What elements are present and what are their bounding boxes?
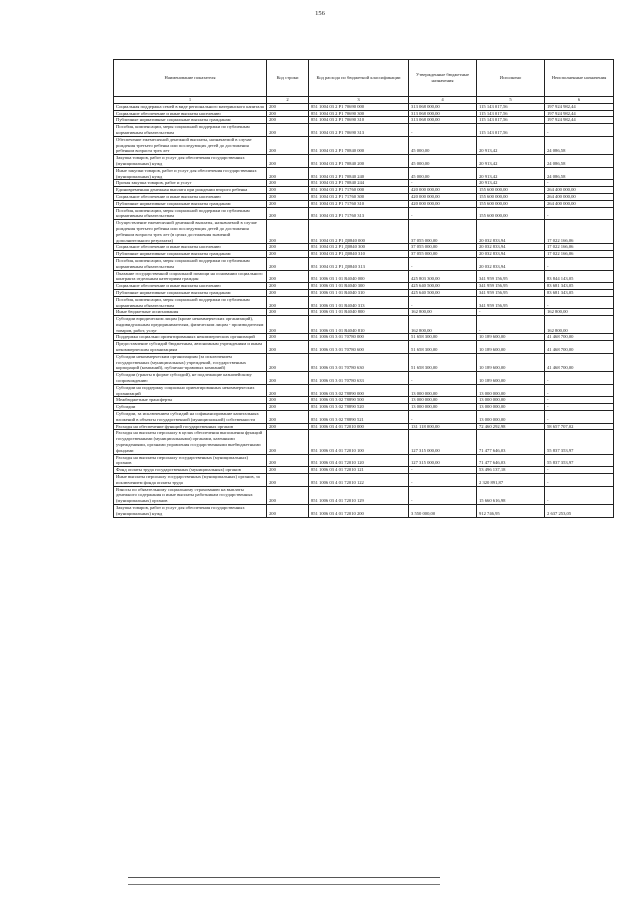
indicator-name-cell: Расходы на выплаты персоналу государственных (муниципальных) органов <box>114 454 267 467</box>
approved-amount-cell: - <box>409 296 477 309</box>
approved-amount-cell: 45 000,00 <box>409 167 477 180</box>
line-code-cell: 200 <box>267 244 309 251</box>
indicator-name-cell: Социальное обеспечение и иные выплаты населению <box>114 110 267 117</box>
line-code-cell: 200 <box>267 187 309 194</box>
column-number-row <box>114 97 614 104</box>
executed-amount-cell: 20 032 833,94 <box>477 257 545 270</box>
approved-amount-cell: 13 000 000,00 <box>409 404 477 411</box>
unexecuted-amount-cell: - <box>545 296 614 309</box>
unexecuted-amount-cell: 264 400 000,00 <box>545 200 614 207</box>
classification-code-cell: 851 1004 03 2 P1 Д0840 300 <box>309 244 409 251</box>
classification-code-cell: 851 1004 03 2 P1 Д0840 000 <box>309 220 409 244</box>
line-code-cell: 200 <box>267 411 309 424</box>
line-code-cell: 200 <box>267 505 309 518</box>
classification-code-cell: 851 1004 03 2 P1 70840 240 <box>309 167 409 180</box>
table-row <box>114 110 614 117</box>
line-code-cell: 200 <box>267 296 309 309</box>
executed-amount-cell: 155 600 000,00 <box>477 193 545 200</box>
indicator-name-cell: Субсидии юридическим лицам (кроме некоммерческих организаций), индивидуальным предпринимателям, физическим лицам - производителям товаров, работ, услуг <box>114 316 267 334</box>
indicator-name-cell: Публичные нормативные социальные выплаты гражданам <box>114 289 267 296</box>
classification-code-cell: 851 1006 03 3 02 78890 520 <box>309 404 409 411</box>
approved-amount-cell: 420 000 000,00 <box>409 187 477 194</box>
classification-code-cell: 851 1006 03 3 02 78890 000 <box>309 384 409 397</box>
table-row <box>114 423 614 430</box>
table-row <box>114 411 614 424</box>
executed-amount-cell: 13 000 000,00 <box>477 384 545 397</box>
unexecuted-amount-cell: - <box>545 467 614 474</box>
executed-amount-cell: 71 477 646,03 <box>477 454 545 467</box>
table-row <box>114 486 614 504</box>
indicator-name-cell: Субсидии, за исключением субсидий на софинансирование капитальных вложений в объекты государственной (муниципальной) собственности <box>114 411 267 424</box>
approved-amount-cell: - <box>409 257 477 270</box>
line-code-cell: 200 <box>267 430 309 454</box>
unexecuted-amount-cell: 17 022 166,06 <box>545 244 614 251</box>
line-code-cell: 200 <box>267 220 309 244</box>
indicator-name-cell: Социальная поддержка семей в виде регионального материнского капитала <box>114 103 267 110</box>
indicator-name-cell: Пособия, компенсации, меры социальной поддержки по публичным нормативным обязательствам <box>114 207 267 220</box>
table-row <box>114 270 614 283</box>
classification-code-cell: 851 1006 03 4 01 72010 120 <box>309 454 409 467</box>
unexecuted-amount-cell: 58 657 707,02 <box>545 423 614 430</box>
executed-amount-cell: 20 032 833,94 <box>477 220 545 244</box>
classification-code-cell: 851 1004 03 2 P1 Д0840 313 <box>309 257 409 270</box>
indicator-name-cell: Иные бюджетные ассигнования <box>114 309 267 316</box>
approved-amount-cell: - <box>409 372 477 385</box>
classification-code-cell: 851 1006 03 1 01 R4040 310 <box>309 289 409 296</box>
table-row <box>114 467 614 474</box>
unexecuted-amount-cell: - <box>545 411 614 424</box>
classification-code-cell: 851 1004 03 2 P1 71760 300 <box>309 193 409 200</box>
approved-amount-cell: 162 800,00 <box>409 309 477 316</box>
unexecuted-amount-cell: 264 400 000,00 <box>545 193 614 200</box>
line-code-cell: 200 <box>267 167 309 180</box>
indicator-name-cell: Обеспечение ежемесячной денежной выплаты, назначаемой в случае рождения третьего ребенка или последующих детей до достижения ребенком возраста трех лет <box>114 136 267 154</box>
executed-amount-cell: 115 143 017,56 <box>477 124 545 137</box>
approved-amount-cell: 420 000 000,00 <box>409 200 477 207</box>
line-code-cell: 200 <box>267 397 309 404</box>
table-row <box>114 384 614 397</box>
classification-code-cell: 851 1006 03 3 01 70780 633 <box>309 372 409 385</box>
table-row <box>114 505 614 518</box>
indicator-name-cell: Закупка товаров, работ и услуг для обеспечения государственных (муниципальных) нужд <box>114 505 267 518</box>
classification-code-cell: 851 1006 03 3 01 70780 000 <box>309 334 409 341</box>
approved-amount-cell: 425 640 500,00 <box>409 283 477 290</box>
indicator-name-cell: Субсидии некоммерческим организациям (за исключением государственных (муниципальных) учреждений, государственных корпораций (компаний), публично-правовых компаний) <box>114 353 267 371</box>
unexecuted-amount-cell: 197 924 982,44 <box>545 117 614 124</box>
executed-amount-cell: 20 913,42 <box>477 167 545 180</box>
line-code-cell: 200 <box>267 334 309 341</box>
table-row <box>114 103 614 110</box>
line-code-cell: 200 <box>267 257 309 270</box>
classification-code-cell: 851 1006 03 1 01 R4040 810 <box>309 316 409 334</box>
executed-amount-cell: 341 959 156,95 <box>477 296 545 309</box>
header-indicator-name: Наименование показателя <box>114 60 267 97</box>
table-row <box>114 167 614 180</box>
approved-amount-cell: 425 803 300,00 <box>409 270 477 283</box>
column-number: 2 <box>267 97 309 104</box>
executed-amount-cell: 2 320 891,87 <box>477 474 545 487</box>
classification-code-cell: 851 1006 03 4 01 72010 122 <box>309 474 409 487</box>
table-row <box>114 251 614 258</box>
classification-code-cell: 851 1006 03 4 01 72010 100 <box>309 430 409 454</box>
executed-amount-cell: 20 913,42 <box>477 136 545 154</box>
classification-code-cell: 851 1006 03 3 02 78890 521 <box>309 411 409 424</box>
line-code-cell: 200 <box>267 136 309 154</box>
line-code-cell: 200 <box>267 486 309 504</box>
line-code-cell: 200 <box>267 180 309 187</box>
classification-code-cell: 851 1006 03 4 01 72010 000 <box>309 423 409 430</box>
table-row <box>114 404 614 411</box>
approved-amount-cell: 127 315 000,00 <box>409 454 477 467</box>
classification-code-cell: 851 1004 03 2 P1 70690 310 <box>309 117 409 124</box>
approved-amount-cell: 37 055 000,00 <box>409 220 477 244</box>
unexecuted-amount-cell: 55 837 353,97 <box>545 430 614 454</box>
approved-amount-cell: 45 000,00 <box>409 155 477 168</box>
line-code-cell: 200 <box>267 270 309 283</box>
unexecuted-amount-cell: - <box>545 486 614 504</box>
classification-code-cell: 851 1004 03 2 P1 70690 313 <box>309 124 409 137</box>
approved-amount-cell: - <box>409 124 477 137</box>
unexecuted-amount-cell: - <box>545 124 614 137</box>
indicator-name-cell: Взносы по обязательному социальному страхованию на выплаты денежного содержания и иные выплаты работникам государственных (муниципальных) органов <box>114 486 267 504</box>
indicator-name-cell: Прочая закупка товаров, работ и услуг <box>114 180 267 187</box>
approved-amount-cell: 51 658 300,00 <box>409 334 477 341</box>
unexecuted-amount-cell: - <box>545 384 614 397</box>
executed-amount-cell: 341 959 156,95 <box>477 289 545 296</box>
line-code-cell: 200 <box>267 353 309 371</box>
unexecuted-amount-cell: 24 086,58 <box>545 155 614 168</box>
column-number: 4 <box>409 97 477 104</box>
indicator-name-cell: Пособия, компенсации, меры социальной поддержки по публичным нормативным обязательствам <box>114 124 267 137</box>
line-code-cell: 200 <box>267 423 309 430</box>
table-row <box>114 207 614 220</box>
approved-amount-cell: 420 000 000,00 <box>409 193 477 200</box>
executed-amount-cell: 10 189 600,00 <box>477 334 545 341</box>
indicator-name-cell: Субсидии (гранты в форме субсидий), не подлежащие казначейскому сопровождению <box>114 372 267 385</box>
line-code-cell: 200 <box>267 251 309 258</box>
indicator-name-cell: Социальное обеспечение и иные выплаты населению <box>114 244 267 251</box>
line-code-cell: 200 <box>267 316 309 334</box>
executed-amount-cell: - <box>477 316 545 334</box>
table-row <box>114 244 614 251</box>
approved-amount-cell: - <box>409 467 477 474</box>
header-executed: Исполнено <box>477 60 545 97</box>
classification-code-cell: 851 1006 03 1 01 R4040 313 <box>309 296 409 309</box>
line-code-cell: 200 <box>267 341 309 354</box>
line-code-cell: 200 <box>267 155 309 168</box>
indicator-name-cell: Предоставление субсидий бюджетным, автономным учреждениям и иным некоммерческим организациям <box>114 341 267 354</box>
approved-amount-cell: 313 068 000,00 <box>409 117 477 124</box>
indicator-name-cell: Публичные нормативные социальные выплаты гражданам <box>114 117 267 124</box>
line-code-cell: 200 <box>267 193 309 200</box>
line-code-cell: 200 <box>267 289 309 296</box>
table-row <box>114 187 614 194</box>
classification-code-cell: 851 1006 03 4 01 72010 200 <box>309 505 409 518</box>
indicator-name-cell: Субсидии на поддержку социально ориентированных некоммерческих организаций <box>114 384 267 397</box>
executed-amount-cell: 341 959 156,95 <box>477 283 545 290</box>
line-code-cell: 200 <box>267 454 309 467</box>
table-row <box>114 220 614 244</box>
executed-amount-cell: 10 189 600,00 <box>477 341 545 354</box>
unexecuted-amount-cell: - <box>545 207 614 220</box>
indicator-name-cell: Расходы на выплаты персоналу в целях обеспечения выполнения функций государственными (муниципальными) органами, казенными учреждениями, органами управления государственными внебюджетными фондами <box>114 430 267 454</box>
executed-amount-cell: 341 959 156,95 <box>477 270 545 283</box>
table-row <box>114 430 614 454</box>
executed-amount-cell: 71 477 646,03 <box>477 430 545 454</box>
approved-amount-cell: 45 000,00 <box>409 136 477 154</box>
unexecuted-amount-cell: 24 086,58 <box>545 167 614 180</box>
approved-amount-cell: 13 000 000,00 <box>409 384 477 397</box>
classification-code-cell: 851 1004 03 2 P1 70840 244 <box>309 180 409 187</box>
unexecuted-amount-cell: 197 924 982,44 <box>545 110 614 117</box>
indicator-name-cell: Осуществление ежемесячной денежной выплаты, назначаемой в случае рождения третьего ребенка или последующих детей до достижения ребенком возраста трех лет (в целях достижения значений дополнительного результата) <box>114 220 267 244</box>
table-row <box>114 124 614 137</box>
executed-amount-cell: 20 032 833,94 <box>477 244 545 251</box>
table-row <box>114 283 614 290</box>
unexecuted-amount-cell: 2 637 253,05 <box>545 505 614 518</box>
unexecuted-amount-cell: 41 468 700,00 <box>545 353 614 371</box>
executed-amount-cell: 53 496 137,18 <box>477 467 545 474</box>
indicator-name-cell: Социальное обеспечение и иные выплаты населению <box>114 283 267 290</box>
table-row <box>114 289 614 296</box>
unexecuted-amount-cell: 41 468 700,00 <box>545 341 614 354</box>
budget-execution-table <box>113 59 614 518</box>
line-code-cell: 200 <box>267 384 309 397</box>
footer-rule <box>128 884 440 885</box>
unexecuted-amount-cell: 41 468 700,00 <box>545 334 614 341</box>
column-number: 1 <box>114 97 267 104</box>
unexecuted-amount-cell: - <box>545 397 614 404</box>
approved-amount-cell: 51 658 300,00 <box>409 353 477 371</box>
indicator-name-cell: Субсидии <box>114 404 267 411</box>
indicator-name-cell: Закупка товаров, работ и услуг для обеспечения государственных (муниципальных) нужд <box>114 155 267 168</box>
unexecuted-amount-cell: 83 681 343,05 <box>545 283 614 290</box>
indicator-name-cell: Фонд оплаты труда государственных (муниципальных) органов <box>114 467 267 474</box>
indicator-name-cell: Расходы на обеспечение функций государственных органов <box>114 423 267 430</box>
classification-code-cell: 851 1004 03 2 P1 70690 000 <box>309 103 409 110</box>
table-row <box>114 353 614 371</box>
unexecuted-amount-cell: 83 681 343,05 <box>545 289 614 296</box>
executed-amount-cell: 912 746,95 <box>477 505 545 518</box>
indicator-name-cell: Пособия, компенсации, меры социальной поддержки по публичным нормативным обязательствам <box>114 257 267 270</box>
footer-rule <box>128 877 440 878</box>
approved-amount-cell: 51 658 300,00 <box>409 341 477 354</box>
table-row <box>114 180 614 187</box>
header-line-code: Код строки <box>267 60 309 97</box>
unexecuted-amount-cell: - <box>545 474 614 487</box>
unexecuted-amount-cell: 197 924 982,44 <box>545 103 614 110</box>
approved-amount-cell: 13 000 000,00 <box>409 397 477 404</box>
line-code-cell: 200 <box>267 124 309 137</box>
line-code-cell: 200 <box>267 474 309 487</box>
table-row <box>114 257 614 270</box>
executed-amount-cell: 115 143 017,56 <box>477 103 545 110</box>
unexecuted-amount-cell: - <box>545 404 614 411</box>
executed-amount-cell: 13 000 000,00 <box>477 397 545 404</box>
executed-amount-cell: 20 913,42 <box>477 180 545 187</box>
executed-amount-cell: 72 460 292,98 <box>477 423 545 430</box>
executed-amount-cell: 13 000 000,00 <box>477 411 545 424</box>
classification-code-cell: 851 1004 03 2 P1 Д0840 310 <box>309 251 409 258</box>
line-code-cell: 200 <box>267 372 309 385</box>
executed-amount-cell: 10 189 600,00 <box>477 353 545 371</box>
indicator-name-cell: Публичные нормативные социальные выплаты гражданам <box>114 251 267 258</box>
table-row <box>114 397 614 404</box>
classification-code-cell: 851 1004 03 2 P1 70690 300 <box>309 110 409 117</box>
classification-code-cell: 851 1004 03 2 P1 70840 000 <box>309 136 409 154</box>
table-row <box>114 341 614 354</box>
indicator-name-cell: Иные закупки товаров, работ и услуг для обеспечения государственных (муниципальных) нужд <box>114 167 267 180</box>
unexecuted-amount-cell: 264 400 000,00 <box>545 187 614 194</box>
unexecuted-amount-cell: 162 800,00 <box>545 316 614 334</box>
unexecuted-amount-cell: - <box>545 372 614 385</box>
approved-amount-cell: 425 640 500,00 <box>409 289 477 296</box>
approved-amount-cell: 162 800,00 <box>409 316 477 334</box>
unexecuted-amount-cell: 17 022 166,06 <box>545 251 614 258</box>
executed-amount-cell: 155 600 000,00 <box>477 207 545 220</box>
unexecuted-amount-cell: 83 844 143,05 <box>545 270 614 283</box>
approved-amount-cell: 37 055 000,00 <box>409 244 477 251</box>
table-row <box>114 200 614 207</box>
classification-code-cell: 851 1006 03 4 01 72010 121 <box>309 467 409 474</box>
table-row <box>114 136 614 154</box>
approved-amount-cell: 313 068 000,00 <box>409 103 477 110</box>
approved-amount-cell: - <box>409 180 477 187</box>
indicator-name-cell: Иные выплаты персоналу государственных (муниципальных) органов, за исключением фонда оплаты труда <box>114 474 267 487</box>
approved-amount-cell: 127 315 000,00 <box>409 430 477 454</box>
classification-code-cell: 851 1006 03 4 01 72010 129 <box>309 486 409 504</box>
unexecuted-amount-cell: - <box>545 180 614 187</box>
indicator-name-cell: Пособия, компенсации, меры социальной поддержки по публичным нормативным обязательствам <box>114 296 267 309</box>
line-code-cell: 200 <box>267 110 309 117</box>
table-row <box>114 334 614 341</box>
executed-amount-cell: 13 000 000,00 <box>477 404 545 411</box>
classification-code-cell: 851 1006 03 3 01 70780 630 <box>309 353 409 371</box>
executed-amount-cell: 155 600 000,00 <box>477 200 545 207</box>
classification-code-cell: 851 1004 03 2 P1 71760 000 <box>309 187 409 194</box>
line-code-cell: 200 <box>267 283 309 290</box>
header-approved: Утвержденные бюджетные назначения <box>409 60 477 97</box>
table-row <box>114 296 614 309</box>
column-number: 3 <box>309 97 409 104</box>
indicator-name-cell: Единовременная денежная выплата при рождении второго ребенка <box>114 187 267 194</box>
indicator-name-cell: Оказание государственной социальной помощи на основании социального контракта отдельным категориям граждан <box>114 270 267 283</box>
header-unexecuted: Неисполненные назначения <box>545 60 614 97</box>
line-code-cell: 200 <box>267 200 309 207</box>
indicator-name-cell: Публичные нормативные социальные выплаты гражданам <box>114 200 267 207</box>
approved-amount-cell: - <box>409 411 477 424</box>
classification-code-cell: 851 1006 03 3 02 78890 500 <box>309 397 409 404</box>
classification-code-cell: 851 1006 03 1 01 R4040 300 <box>309 283 409 290</box>
classification-code-cell: 851 1004 03 2 P1 70840 200 <box>309 155 409 168</box>
approved-amount-cell: 3 550 000,00 <box>409 505 477 518</box>
classification-code-cell: 851 1006 03 1 01 R4040 000 <box>309 270 409 283</box>
indicator-name-cell: Поддержка социально ориентированных некоммерческих организаций <box>114 334 267 341</box>
executed-amount-cell: 15 660 616,98 <box>477 486 545 504</box>
classification-code-cell: 851 1004 03 2 P1 71760 310 <box>309 200 409 207</box>
page-number: 156 <box>315 10 325 17</box>
table-row <box>114 316 614 334</box>
approved-amount-cell: - <box>409 486 477 504</box>
column-number: 5 <box>477 97 545 104</box>
unexecuted-amount-cell: 162 800,00 <box>545 309 614 316</box>
executed-amount-cell: 115 143 017,56 <box>477 117 545 124</box>
column-number: 6 <box>545 97 614 104</box>
unexecuted-amount-cell: 55 837 353,97 <box>545 454 614 467</box>
table-row <box>114 372 614 385</box>
table-row <box>114 474 614 487</box>
executed-amount-cell: 20 032 833,94 <box>477 251 545 258</box>
executed-amount-cell: 20 913,42 <box>477 155 545 168</box>
approved-amount-cell: - <box>409 474 477 487</box>
table-row <box>114 117 614 124</box>
line-code-cell: 200 <box>267 467 309 474</box>
classification-code-cell: 851 1004 03 2 P1 71760 313 <box>309 207 409 220</box>
line-code-cell: 200 <box>267 207 309 220</box>
classification-code-cell: 851 1006 03 1 01 R4040 800 <box>309 309 409 316</box>
executed-amount-cell: - <box>477 309 545 316</box>
indicator-name-cell: Межбюджетные трансферты <box>114 397 267 404</box>
unexecuted-amount-cell: 24 086,58 <box>545 136 614 154</box>
line-code-cell: 200 <box>267 103 309 110</box>
executed-amount-cell: 115 143 017,56 <box>477 110 545 117</box>
table-header-row <box>114 60 614 97</box>
approved-amount-cell: 313 068 000,00 <box>409 110 477 117</box>
classification-code-cell: 851 1006 03 3 01 70780 600 <box>309 341 409 354</box>
indicator-name-cell: Социальное обеспечение и иные выплаты населению <box>114 193 267 200</box>
approved-amount-cell: 37 055 000,00 <box>409 251 477 258</box>
table-row <box>114 309 614 316</box>
header-budget-classification: Код расхода по бюджетной классификации <box>309 60 409 97</box>
executed-amount-cell: 155 600 000,00 <box>477 187 545 194</box>
approved-amount-cell: - <box>409 207 477 220</box>
table-row <box>114 454 614 467</box>
table-row <box>114 155 614 168</box>
executed-amount-cell: 10 189 600,00 <box>477 372 545 385</box>
table-row <box>114 193 614 200</box>
unexecuted-amount-cell: - <box>545 257 614 270</box>
unexecuted-amount-cell: 17 022 166,06 <box>545 220 614 244</box>
approved-amount-cell: 131 118 000,00 <box>409 423 477 430</box>
line-code-cell: 200 <box>267 404 309 411</box>
line-code-cell: 200 <box>267 309 309 316</box>
line-code-cell: 200 <box>267 117 309 124</box>
